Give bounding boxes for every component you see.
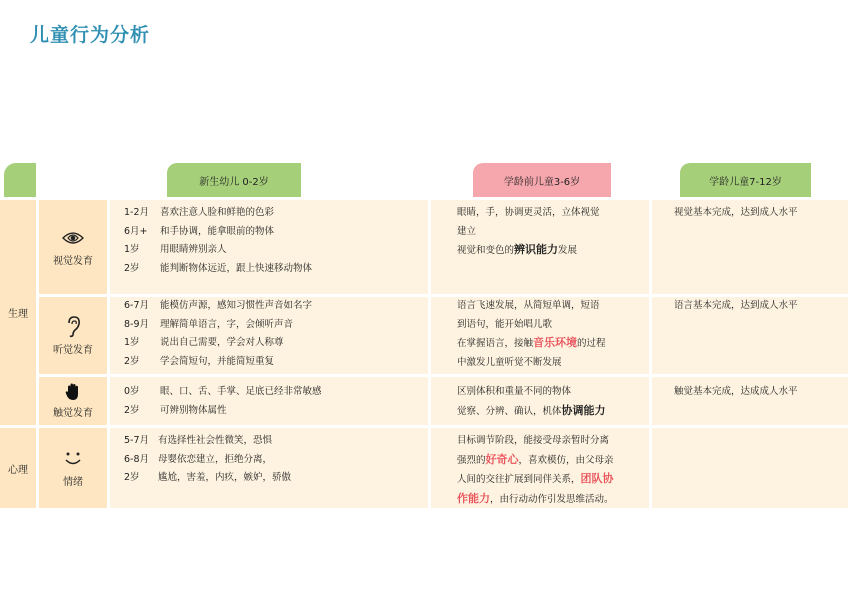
list-item: 2岁 学会简短句，并能简短重复 bbox=[124, 355, 275, 367]
row-label-text: 触觉发育 bbox=[53, 408, 93, 419]
infant-emotion-cell bbox=[110, 428, 428, 508]
smiley-icon bbox=[62, 448, 84, 470]
row-label-text: 听觉发育 bbox=[53, 344, 93, 356]
preschool-touch-cell: 区别体积和重量不同的物体 觉察、分辨、确认，机体协调能力 bbox=[431, 377, 649, 425]
category-label: 心理 bbox=[8, 464, 28, 476]
list-item: 6-8月 母婴依恋建立，拒绝分离， bbox=[124, 453, 273, 465]
row-label-touch bbox=[39, 377, 107, 425]
school-vision-cell: 视觉基本完成，达到成人水平 bbox=[652, 200, 848, 294]
list-item: 2岁 可辨别物体属性 bbox=[124, 404, 227, 416]
header-corner-tab bbox=[4, 163, 36, 197]
row-label-text: 视觉发育 bbox=[53, 256, 93, 267]
list-item: 2岁 尴尬，害羞，内疚，嫉妒，骄傲 bbox=[124, 472, 292, 483]
preschool-hearing-cell: 语言飞速发展，从简短单调，短语 到语句，能开始唱儿歌 在掌握语言，接触音乐环境的过程 中激发儿童听觉不断发展 bbox=[431, 297, 649, 374]
column-header-preschool: 学龄前儿童3-6岁 bbox=[473, 163, 611, 197]
list-item: 0岁 眼、口、舌、手掌、足底已经非常敏感 bbox=[124, 386, 322, 397]
school-emotion-cell bbox=[652, 428, 848, 508]
list-item: 6-7月 能模仿声源，感知习惯性声音如名字 bbox=[124, 300, 313, 311]
category-psychology bbox=[0, 428, 36, 508]
hand-icon bbox=[65, 383, 81, 401]
preschool-emotion-cell: 目标调节阶段，能接受母亲暂时分离 强烈的好奇心，喜欢模仿，由父母亲 人间的交往扩展到同伴关系，团队协 作能力，由行动动作引发思维活动。 bbox=[431, 428, 649, 508]
category-label: 生理 bbox=[8, 309, 28, 320]
column-header-infant: 新生幼儿 0-2岁 bbox=[167, 163, 301, 197]
column-header-school-age: 学龄儿童7-12岁 bbox=[680, 163, 811, 197]
row-label-text: 情绪 bbox=[63, 477, 83, 488]
list-item: 1岁 用眼睛辨别亲人 bbox=[124, 244, 227, 255]
list-item: 8-9月 理解简单语言，字，会倾听声音 bbox=[124, 318, 294, 330]
infant-touch-cell bbox=[110, 377, 428, 425]
row-label-emotion bbox=[39, 428, 107, 508]
list-item: 6月+ 和手协调，能拿眼前的物体 bbox=[124, 225, 275, 237]
ear-icon bbox=[65, 316, 81, 338]
list-item: 2岁 能判断物体远近，跟上快速移动物体 bbox=[124, 262, 313, 274]
infant-vision-cell bbox=[110, 200, 428, 294]
school-hearing-cell: 语言基本完成，达到成人水平 bbox=[652, 297, 848, 374]
school-touch-cell: 触觉基本完成，达成成人水平 bbox=[652, 377, 848, 425]
eye-icon bbox=[62, 227, 84, 249]
row-label-hearing bbox=[39, 297, 107, 374]
list-item: 1-2月 喜欢注意人脸和鲜艳的色彩 bbox=[124, 207, 275, 218]
page-title: 儿童行为分析 bbox=[30, 24, 151, 46]
list-item: 1岁 说出自己需要，学会对人称尊 bbox=[124, 337, 284, 348]
infant-hearing-cell bbox=[110, 297, 428, 374]
row-label-vision bbox=[39, 200, 107, 294]
category-physiology bbox=[0, 200, 36, 425]
list-item: 5-7月 有选择性社会性微笑，恐惧 bbox=[124, 435, 273, 446]
preschool-vision-cell: 眼睛，手，协调更灵活，立体视觉 建立 视觉和变色的辨识能力发展 bbox=[431, 200, 649, 294]
